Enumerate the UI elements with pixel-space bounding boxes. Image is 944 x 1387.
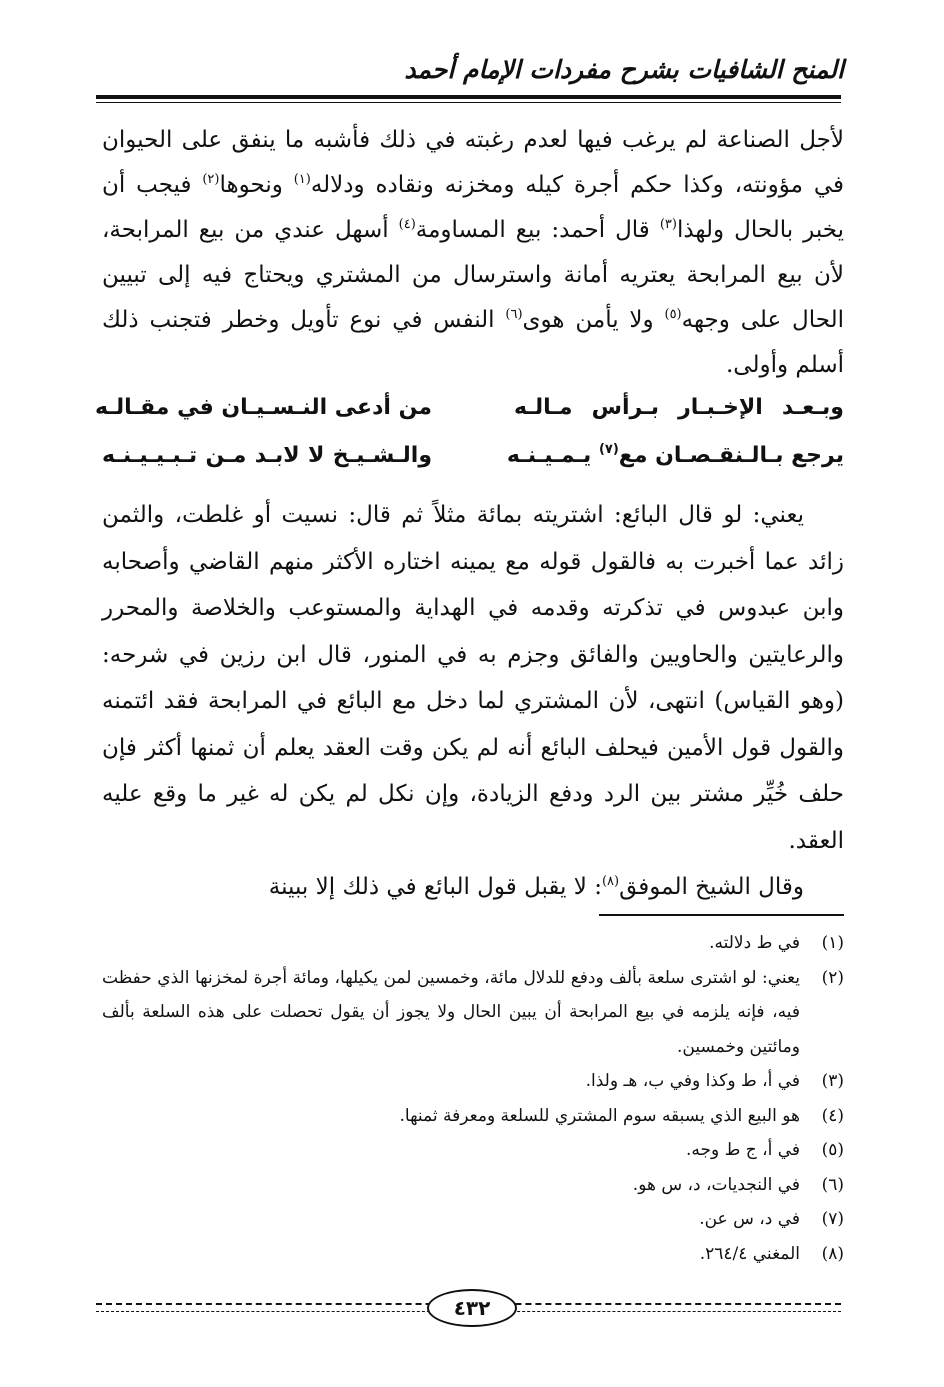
commentary [102,492,844,911]
text-segment: النفس في نوع تأويل وخطر فتجنب ذلك أسلم وأولى. [102,307,844,378]
footnote-item [102,1099,844,1134]
footnote-text: في أ، ج ط وجه. [685,1140,800,1160]
footnote-item [102,926,844,961]
running-title: المنح الشافيات بشرح مفردات الإمام أحمد [404,55,844,84]
footnote-ref: (١) [293,172,311,187]
footnote-ref: (٦) [505,307,523,322]
verse-second-hemistich: والـشـيـخ لا لابـد مـن تـبـيـيـنـه [102,443,432,468]
verse-line [95,384,844,432]
footnote-number: (٣) [821,1071,844,1091]
text-segment: قال أحمد: بيع المساومة [415,217,660,243]
footnote-item [102,1168,844,1203]
header-rule-thin [96,102,841,103]
verse-block [95,384,844,480]
verse-first-hemistich: وبـعـد الإخـبـار بـرأس مـالـه [514,395,844,420]
footnote-text: يعني: لو اشترى سلعة بألف ودفع للدلال مائة، وخمسين لمن يكيلها، ومائة أجرة لمخزنها الذي حفظت فيه، فإنه يلزمه في بيع المرابحة أن يبين الحال ولا يجوز أن يقول تحصلت على هذه السلعة بألف ومائتين وخمسين. [102,967,800,1057]
verse-first-hemistich [506,432,844,480]
footnotes [102,926,844,1271]
footnote-ref: (٢) [202,172,220,187]
text-segment: يرجع بـالـنقـصـان مع [618,443,844,468]
footnote-number: (٨) [821,1243,844,1264]
footnote-number: (٧) [821,1209,844,1229]
page-number: ٤٣٢ [427,1289,517,1327]
footnote-item [102,1064,844,1099]
text-segment: فيجب أن يخبر بالحال ولهذا [102,172,845,243]
header-rule [96,95,841,99]
text-segment: لأجل الصناعة لم يرغب فيها لعدم رغبته في ذلك فأشبه ما ينفق على الحيوان في مؤونته، وكذا حكم أجرة كيله ومخزنه ونقاده ودلاله [102,127,844,198]
footnote-text: في النجديات، د، س هو. [632,1174,800,1195]
footnote-number: (٢) [821,967,844,988]
footnote-text: في أ، ط وكذا وفي ب، هـ ولذا. [585,1071,800,1091]
footnote-ref: (٨) [601,874,620,889]
footnote-text: في د، س عن. [699,1209,800,1229]
footnote-text: في ط دلالته. [709,933,800,953]
footnote-item [102,1133,844,1168]
text-segment: يـمـيـنـه [506,443,599,468]
footnote-number: (٦) [821,1174,844,1195]
text-segment: ونحوها [219,172,294,198]
verse-second-hemistich: من أدعى النـسـيـان في مقـالـه [95,395,432,420]
footnote-number: (٤) [821,1105,844,1126]
footnote-number: (١) [821,933,844,953]
text-segment: ولا يأمن هوى [522,307,665,333]
text-segment: وقال الشيخ الموفق [619,874,804,900]
footnote-text: هو البيع الذي يسبقه سوم المشتري للسلعة ومعرفة ثمنها. [399,1105,800,1126]
footnote-ref: (٥) [664,307,682,322]
footnote-item [102,961,844,1065]
footnote-text: المغني ٢٦٤/٤. [699,1243,800,1264]
paragraph-1 [102,118,844,388]
verse-line [102,432,844,480]
paragraph-2: يعني: لو قال البائع: اشتريته بمائة مثلاً ثم قال: نسيت أو غلطت، والثمن زائد عما أخبرت به فالقول قوله مع يمينه اختاره الأكثر منهم القاضي وأصحابه وابن عبدوس في تذكرته وقدمه في الهداية والمستوعب والخلاصة والمحرر والرعايتين والحاويين والفائق وجزم به في المنور، قال ابن رزين في شرحه: (وهو القياس) انتهى، لأن المشتري لما دخل مع البائع في المرابحة فقد ائتمنه والقول قول الأمين فيحلف البائع أنه لم يكن وقت العقد يعلم أن ثمنها أكثر فإن حلف خُيِّر مشتر بين الرد ودفع الزيادة، وإن نكل لم يكن له غير ما وقع عليه العقد. [102,502,844,854]
footnote-item [102,1202,844,1237]
footnote-ref: (٤) [398,217,416,232]
footnote-number: (٥) [821,1140,844,1160]
footnote-item [102,1237,844,1272]
text-segment: : لا يقبل قول البائع في ذلك إلا ببينة [268,874,602,900]
paragraph-3 [102,864,844,911]
footnote-ref: (٧) [598,442,619,457]
footnote-ref: (٣) [659,217,677,232]
footnote-separator [599,914,844,916]
text-segment: أسهل عندي من بيع المرابحة، لأن بيع المرابحة يعتريه أمانة واسترسال من المشتري ويحتاج فيه إلى تبيين الحال على وجهه [102,217,844,333]
